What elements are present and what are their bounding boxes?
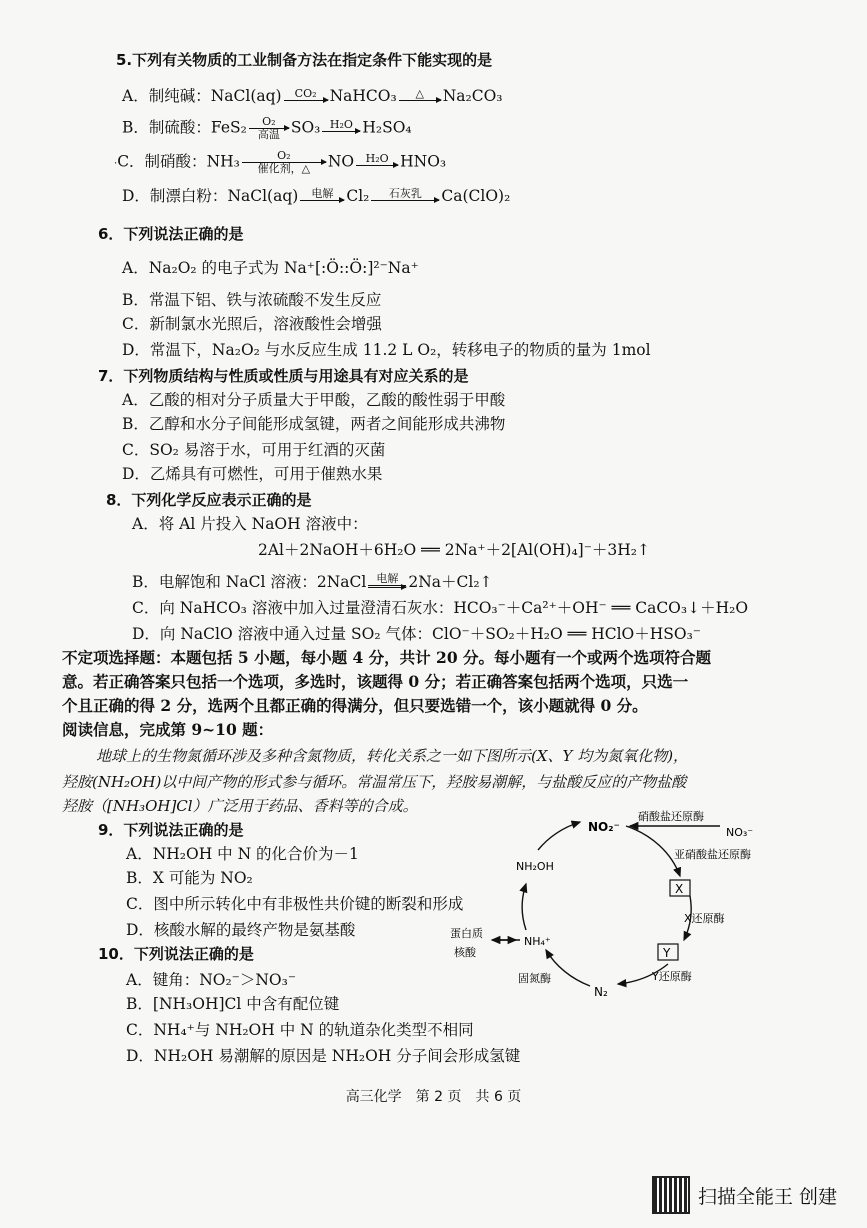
- arc-no2-to-x: [626, 826, 680, 876]
- label-x-reductase: X还原酶: [684, 912, 725, 925]
- q8-b-post: 2Na＋Cl₂↑: [408, 573, 493, 591]
- q9-stem: 9．下列说法正确的是: [98, 821, 244, 839]
- arrow-bottom-label: 高温: [257, 128, 280, 141]
- q5-d-s2: Cl₂: [346, 187, 370, 205]
- label-no3: NO₃⁻: [726, 826, 754, 839]
- q6-option-a: A．Na₂O₂ 的电子式为 Na⁺[:Ö::Ö:]²⁻Na⁺: [122, 259, 419, 277]
- reaction-arrow: [399, 88, 441, 107]
- q5-option-d: [122, 186, 510, 207]
- q8-stem: 8．下列化学反应表示正确的是: [106, 491, 312, 509]
- arrow-top-label: 电解: [311, 186, 334, 200]
- q7-option-a: A．乙酸的相对分子质量大于甲酸，乙酸的酸性弱于甲酸: [122, 391, 506, 409]
- q5-b-s3: H₂SO₄: [362, 118, 412, 137]
- scanner-label: 扫描全能王 创建: [698, 1185, 838, 1208]
- q8-option-a: A．将 Al 片投入 NaOH 溶液中：: [132, 515, 368, 533]
- reading-paragraph-1: 地球上的生物氮循环涉及多种含氮物质，转化关系之一如下图所示(X、Y 均为氮氧化物)，: [96, 747, 689, 765]
- arrow-top-label: H₂O: [365, 152, 389, 165]
- arrow-top-label: H₂O: [329, 118, 353, 131]
- q8-option-c: C．向 NaHCO₃ 溶液中加入过量澄清石灰水：HCO₃⁻＋Ca²⁺＋OH⁻ ══ CaCO₃↓＋H₂O: [132, 599, 749, 617]
- arc-nh2oh-to-no2: [538, 822, 580, 850]
- q6-option-b: B．常温下铝、铁与浓硫酸不发生反应: [122, 291, 382, 309]
- arrow-top-label: 石灰乳: [388, 186, 422, 200]
- label-n2: N₂: [594, 985, 608, 999]
- q8-option-b: [132, 572, 493, 594]
- q7-stem: 7．下列物质结构与性质或性质与用途具有对应关系的是: [98, 367, 469, 385]
- q9-option-a: A．NH₂OH 中 N 的化合价为－1: [126, 845, 359, 863]
- q5-c-s2: NO: [327, 152, 355, 171]
- q10-option-b: B．[NH₃OH]Cl 中含有配位键: [126, 995, 340, 1013]
- q9-option-c: C．图中所示转化中有非极性共价键的断裂和形成: [126, 895, 464, 913]
- q10-option-a: A．键角：NO₂⁻＞NO₃⁻: [126, 971, 297, 989]
- q8-option-d: D．向 NaClO 溶液中通入过量 SO₂ 气体：ClO⁻＋SO₂＋H₂O ══ HClO＋HSO₃⁻: [132, 625, 701, 643]
- q5-b-s1: FeS₂: [210, 118, 247, 137]
- q5-option-a: [122, 86, 503, 107]
- q5-a-s1: NaCl(aq): [210, 87, 282, 105]
- q5-c-s3: HNO₃: [400, 152, 447, 171]
- q10-option-c: C．NH₄⁺与 NH₂OH 中 N 的轨道杂化类型不相同: [126, 1021, 474, 1039]
- q7-option-c: C．SO₂ 易溶于水，可用于红酒的灭菌: [122, 441, 386, 459]
- q9-option-d: D．核酸水解的最终产物是氨基酸: [126, 921, 356, 939]
- q5-d-s3: Ca(ClO)₂: [441, 187, 511, 205]
- q5-c-s1: NH₃: [206, 152, 240, 171]
- reaction-arrow: [322, 119, 360, 138]
- q8-b-pre: B．电解饱和 NaCl 溶液：2NaCl: [132, 573, 367, 591]
- q5-b-label: B．制硫酸：: [122, 118, 211, 137]
- q5-d-s1: NaCl(aq): [227, 187, 299, 205]
- label-nh4: NH₄⁺: [524, 935, 551, 948]
- label-protein: 蛋白质: [450, 927, 483, 940]
- q5-b-s2: SO₃: [290, 118, 321, 137]
- q8-equation-a: 2Al＋2NaOH＋6H₂O ══ 2Na⁺＋2[Al(OH)₄]⁻＋3H₂↑: [258, 541, 650, 559]
- label-x: X: [675, 882, 684, 896]
- reaction-arrow: [249, 116, 289, 141]
- q5-a-s2: NaHCO₃: [329, 87, 397, 105]
- q5-option-c: ·C．制硝酸：NH₃ O₂ 催化剂，△ NO H₂O HNO₃: [114, 149, 447, 175]
- electrolysis-sign: [368, 573, 406, 594]
- q5-d-label: D．制漂白粉：: [122, 187, 228, 205]
- reading-paragraph-2: 羟胺(NH₂OH)以中间产物的形式参与循环。常温常压下，羟胺易潮解，与盐酸反应的产物盐酸: [62, 773, 687, 791]
- scanner-watermark: [652, 1176, 837, 1214]
- q9-option-b: B．X 可能为 NO₂: [126, 869, 253, 887]
- section-instructions-line1: 不定项选择题：本题包括 5 小题，每小题 4 分，共计 20 分。每小题有一个或两个选项符合题: [62, 648, 712, 667]
- label-no2: NO₂⁻: [588, 820, 620, 834]
- label-y: Y: [663, 946, 671, 960]
- label-nh2oh: NH₂OH: [516, 860, 554, 873]
- q7-option-b: B．乙醇和水分子间能形成氢键，两者之间能形成共沸物: [122, 415, 506, 433]
- qr-code-icon: [652, 1176, 690, 1214]
- reaction-arrow: [242, 150, 326, 175]
- q5-a-label: A．制纯碱：: [122, 87, 211, 105]
- label-nitrate-reductase: 硝酸盐还原酶: [638, 810, 704, 823]
- q7-option-d: D．乙烯具有可燃性，可用于催熟水果: [122, 465, 383, 483]
- reading-paragraph-3: 羟胺（[NH₃OH]Cl）广泛用于药品、香料等的合成。: [62, 797, 418, 815]
- arrow-top-label: O₂: [262, 115, 276, 128]
- label-nitrite-reductase: 亚硝酸盐还原酶: [674, 848, 751, 861]
- label-y-reductase: Y还原酶: [652, 970, 692, 983]
- q6-stem: 6．下列说法正确的是: [98, 225, 244, 243]
- q6-option-c: C．新制氯水光照后，溶液酸性会增强: [122, 315, 382, 333]
- q5-stem: 5.下列有关物质的工业制备方法在指定条件下能实现的是: [116, 51, 493, 69]
- arc-nh4-to-nh2oh: [522, 884, 526, 930]
- section-instructions-line3: 个且正确的得 2 分，选两个且都正确的得满分，但只要选错一个，该小题就得 0 分。: [62, 696, 648, 715]
- arc-n2-to-nh4: [546, 950, 590, 986]
- nitrogen-cycle-diagram: [420, 800, 780, 1000]
- q6-option-d: D．常温下，Na₂O₂ 与水反应生成 11.2 L O₂，转移电子的物质的量为 1mol: [122, 341, 651, 359]
- reaction-arrow: [284, 88, 328, 107]
- q5-a-s3: Na₂CO₃: [442, 87, 503, 105]
- reaction-arrow: [300, 188, 344, 207]
- label-nucleic-acid: 核酸: [454, 946, 476, 959]
- q10-option-d: D．NH₂OH 易潮解的原因是 NH₂OH 分子间会形成氢键: [126, 1047, 521, 1065]
- page-footer: 高三化学 第 2 页 共 6 页: [345, 1089, 522, 1105]
- arrow-bottom-label: 催化剂，△: [257, 162, 311, 175]
- q5-c-label: C．制硝酸：: [117, 152, 207, 171]
- reaction-arrow: [356, 153, 398, 172]
- label-nitrogenase: 固氮酶: [518, 972, 551, 985]
- arrow-top-label: △: [415, 86, 424, 100]
- section-instructions-line2: 意。若正确答案只包括一个选项，多选时，该题得 0 分；若正确答案包括两个选项，只选一: [62, 672, 689, 691]
- reading-prompt: 阅读信息，完成第 9~10 题：: [62, 720, 274, 739]
- arrow-top-label: O₂: [277, 149, 291, 162]
- sign-top-label: 电解: [376, 571, 399, 585]
- q5-option-b: [122, 116, 412, 141]
- reaction-arrow: [371, 188, 439, 207]
- q10-stem: 10．下列说法正确的是: [98, 945, 254, 963]
- arrow-top-label: CO₂: [294, 86, 317, 100]
